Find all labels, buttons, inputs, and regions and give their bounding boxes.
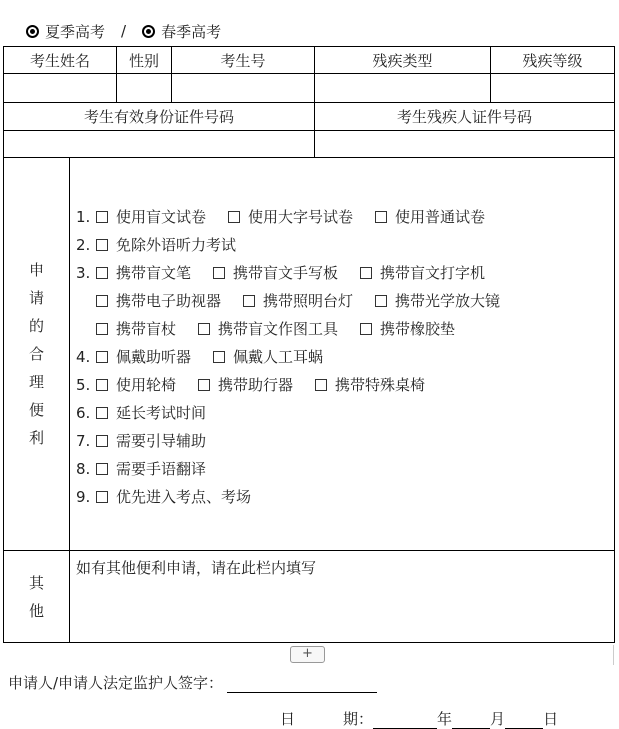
option-separator: / (121, 22, 127, 40)
option-label: 携带助行器 (218, 376, 294, 394)
accommodations-options (70, 158, 614, 541)
accommodation-option[interactable] (360, 259, 485, 287)
option-label: 需要手语翻译 (116, 460, 207, 478)
exam-no-cell[interactable] (172, 74, 315, 103)
option-label: 携带特殊桌椅 (335, 376, 426, 394)
option-label: 佩戴人工耳蜗 (233, 348, 324, 366)
name-cell[interactable] (4, 74, 117, 103)
accommodation-option[interactable] (96, 203, 206, 231)
label-char: 申 (28, 261, 44, 279)
label-char: 的 (28, 317, 44, 335)
option-number: 2. (76, 236, 91, 254)
accommodation-option[interactable] (360, 315, 455, 343)
option-label: 延长考试时间 (116, 404, 207, 422)
signature-row (8, 672, 377, 693)
date-month-field[interactable] (452, 711, 490, 729)
label-char: 理 (28, 373, 44, 391)
checkbox-icon[interactable] (375, 295, 387, 307)
label-char: 利 (28, 429, 44, 447)
summer-exam-radio[interactable] (26, 25, 39, 38)
option-line (76, 455, 614, 483)
checkbox-icon[interactable] (213, 267, 225, 279)
checkbox-icon[interactable] (96, 351, 108, 363)
accommodation-option[interactable] (228, 203, 353, 231)
option-label: 佩戴助听器 (116, 348, 192, 366)
option-label: 优先进入考点、考场 (116, 488, 252, 506)
option-label: 携带盲杖 (116, 320, 177, 338)
accommodation-option[interactable] (375, 287, 500, 315)
checkbox-icon[interactable] (96, 323, 108, 335)
option-label: 携带盲文作图工具 (218, 320, 339, 338)
checkbox-icon[interactable] (243, 295, 255, 307)
accommodation-option[interactable] (96, 371, 176, 399)
date-day-field[interactable] (505, 711, 543, 729)
label-char: 其 (28, 573, 44, 592)
accommodation-option[interactable] (375, 203, 485, 231)
option-label: 携带橡胶垫 (380, 320, 456, 338)
label-char: 合 (28, 345, 44, 363)
checkbox-icon[interactable] (96, 267, 108, 279)
checkbox-icon[interactable] (96, 435, 108, 447)
header-exam-no: 考生号 (172, 47, 315, 74)
option-label: 使用大字号试卷 (248, 208, 354, 226)
option-line (76, 259, 614, 287)
checkbox-icon[interactable] (198, 379, 210, 391)
gender-cell[interactable] (117, 74, 172, 103)
signature-field[interactable] (227, 675, 377, 693)
accommodation-option[interactable] (96, 287, 221, 315)
other-hint: 如有其他便利申请，请在此栏内填写 (76, 559, 317, 577)
option-line (76, 399, 614, 427)
option-label: 使用轮椅 (116, 376, 177, 394)
option-number: 7. (76, 432, 91, 450)
option-label: 免除外语听力考试 (116, 236, 237, 254)
disability-cert-cell[interactable] (315, 131, 615, 158)
accommodation-option[interactable] (96, 483, 251, 511)
option-number: 3. (76, 264, 91, 282)
option-number: 8. (76, 460, 91, 478)
disability-level-cell[interactable] (491, 74, 615, 103)
checkbox-icon[interactable] (96, 295, 108, 307)
checkbox-icon[interactable] (96, 491, 108, 503)
checkbox-icon[interactable] (360, 323, 372, 335)
checkbox-icon[interactable] (96, 407, 108, 419)
option-label: 使用盲文试卷 (116, 208, 207, 226)
date-year-label: 年 (437, 710, 453, 728)
other-input-cell[interactable] (70, 551, 615, 643)
checkbox-icon[interactable] (96, 211, 108, 223)
summer-exam-label: 夏季高考 (45, 22, 106, 41)
date-label-ri: 日 (280, 710, 296, 728)
option-line (76, 315, 614, 343)
option-line (76, 231, 614, 259)
header-gender: 性别 (117, 47, 172, 74)
option-line (76, 371, 614, 399)
checkbox-icon[interactable] (228, 211, 240, 223)
accommodation-option[interactable] (96, 427, 206, 455)
accommodation-option[interactable] (96, 315, 176, 343)
date-day-label: 日 (543, 710, 559, 728)
option-label: 携带电子助视器 (116, 292, 222, 310)
checkbox-icon[interactable] (198, 323, 210, 335)
date-row (280, 708, 558, 729)
checkbox-icon[interactable] (315, 379, 327, 391)
date-year-field[interactable] (373, 711, 437, 729)
checkbox-icon[interactable] (96, 379, 108, 391)
option-label: 使用普通试卷 (395, 208, 486, 226)
add-row-button[interactable]: + (290, 646, 325, 663)
header-id-number: 考生有效身份证件号码 (4, 103, 315, 131)
checkbox-icon[interactable] (375, 211, 387, 223)
option-line (76, 287, 614, 315)
option-line (76, 343, 614, 371)
header-name: 考生姓名 (4, 47, 117, 74)
spring-exam-label: 春季高考 (161, 22, 222, 41)
option-number: 4. (76, 348, 91, 366)
option-label: 需要引导辅助 (116, 432, 207, 450)
accommodation-option[interactable] (96, 399, 206, 427)
scrollbar-edge (613, 645, 619, 665)
checkbox-icon[interactable] (360, 267, 372, 279)
accommodations-options-cell (70, 158, 615, 551)
accommodation-option[interactable] (213, 259, 338, 287)
accommodation-option[interactable] (96, 259, 191, 287)
disability-type-cell[interactable] (315, 74, 491, 103)
accommodation-option[interactable] (243, 287, 353, 315)
application-form-table (3, 46, 615, 643)
exam-type-options (26, 18, 221, 44)
signature-label: 申请人/申请人法定监护人签字： (8, 674, 224, 692)
header-disability-level: 残疾等级 (491, 47, 615, 74)
other-label (4, 573, 69, 621)
other-label-cell (4, 551, 70, 643)
option-line (76, 427, 614, 455)
option-number: 6. (76, 404, 91, 422)
option-number: 1. (76, 208, 91, 226)
option-number: 9. (76, 488, 91, 506)
accommodation-option[interactable] (96, 231, 236, 259)
accommodation-option[interactable] (198, 371, 293, 399)
date-month-label: 月 (490, 710, 506, 728)
id-number-cell[interactable] (4, 131, 315, 158)
checkbox-icon[interactable] (213, 351, 225, 363)
date-label-qi: 期： (343, 710, 374, 728)
accommodation-option[interactable] (315, 371, 425, 399)
checkbox-icon[interactable] (96, 239, 108, 251)
option-label: 携带盲文手写板 (233, 264, 339, 282)
label-char: 他 (28, 601, 44, 620)
option-line (76, 483, 614, 511)
accommodation-option[interactable] (198, 315, 338, 343)
option-label: 携带盲文笔 (116, 264, 192, 282)
option-number: 5. (76, 376, 91, 394)
accommodation-option[interactable] (96, 343, 191, 371)
option-line (76, 203, 614, 231)
accommodations-label-cell (4, 158, 70, 551)
option-label: 携带盲文打字机 (380, 264, 486, 282)
label-char: 请 (28, 289, 44, 307)
accommodation-option[interactable] (96, 455, 206, 483)
header-disability-cert: 考生残疾人证件号码 (315, 103, 615, 131)
spring-exam-radio[interactable] (142, 25, 155, 38)
header-disability-type: 残疾类型 (315, 47, 491, 74)
checkbox-icon[interactable] (96, 463, 108, 475)
label-char: 便 (28, 401, 44, 419)
accommodation-option[interactable] (213, 343, 323, 371)
accommodations-label (4, 260, 69, 448)
option-label: 携带照明台灯 (263, 292, 354, 310)
option-label: 携带光学放大镜 (395, 292, 501, 310)
